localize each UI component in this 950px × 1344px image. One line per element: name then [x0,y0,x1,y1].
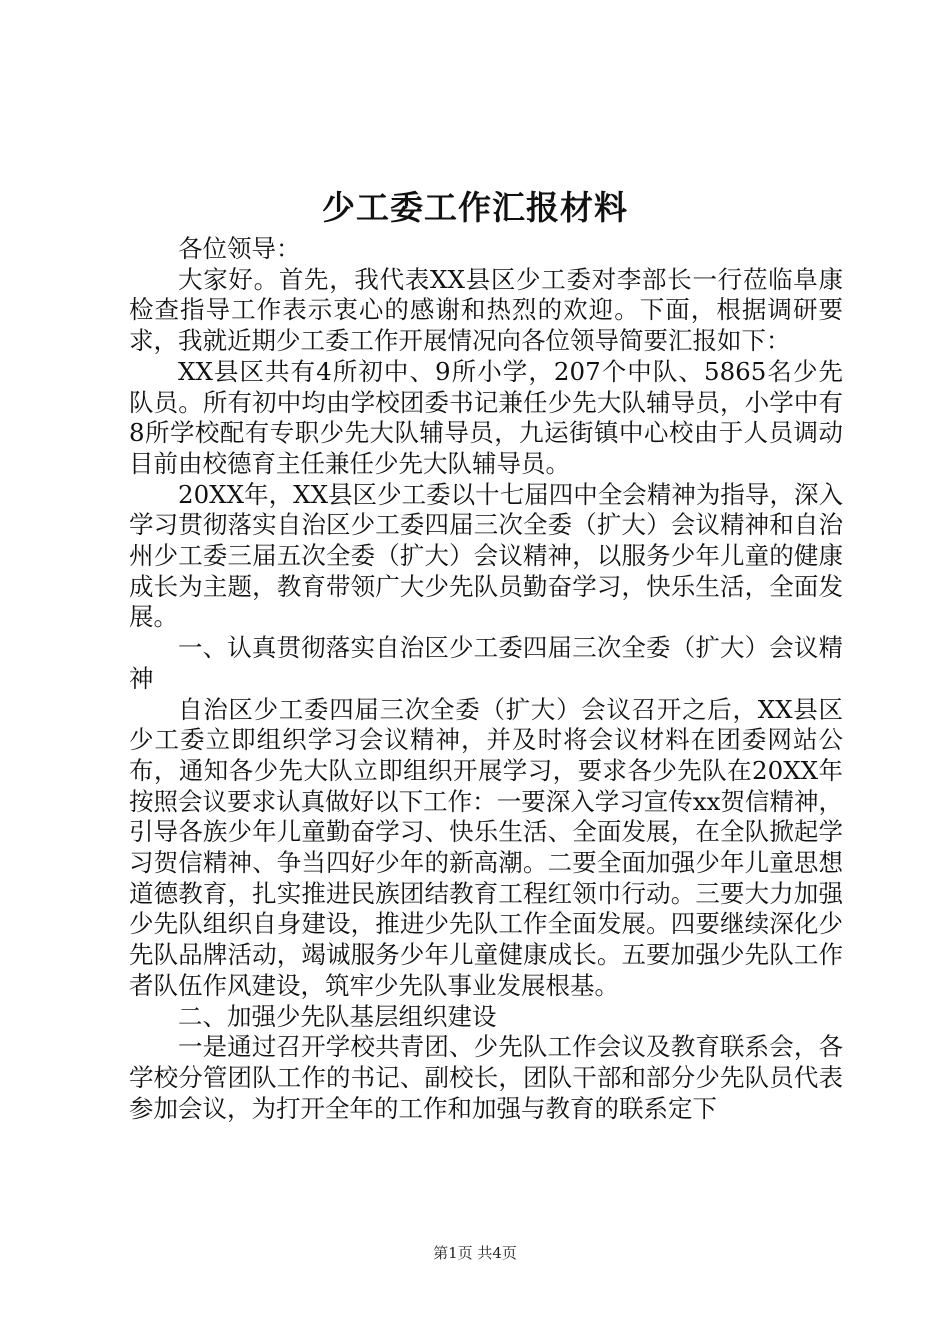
document-body [129,234,843,1124]
intro-paragraph: 大家好。首先，我代表XX县区少工委对李部长一行莅临阜康检查指导工作表示衷心的感谢和热烈的欢迎。下面，根据调研要求，我就近期少工委工作开展情况向各位领导简要汇报如下： [129,264,843,356]
document-title: 少工委工作汇报材料 [322,188,628,227]
section-1-paragraph: 自治区少工委四届三次全委（扩大）会议召开之后，XX县区少工委立即组织学习会议精神，并及时将会议材料在团委网站公布，通知各少先大队立即组织开展学习，要求各少先队在20XX年按照会议要求认真做好以下工作：一要深入学习宣传xx贺信精神，引导各族少年儿童勤奋学习、快乐生活、全面发展，在全队掀起学习贺信精神、争当四好少年的新高潮。二要全面加强少年儿童思想道德教育，扎实推进民族团结教育工程红领巾行动。三要大力加强少先队组织自身建设，推进少先队工作全面发展。四要继续深化少先队品牌活动，竭诚服务少年儿童健康成长。五要加强少先队工作者队伍作风建设，筑牢少先队事业发展根基。 [129,694,843,1000]
salutation-paragraph: 各位领导： [178,234,301,263]
section-heading-1: 一、认真贯彻落实自治区少工委四届三次全委（扩大）会议精神 [129,633,843,693]
section-2-paragraph: 一是通过召开学校共青团、少先队工作会议及教育联系会，各学校分管团队工作的书记、副校长，团队干部和部分少先队员代表参加会议，为打开全年的工作和加强与教育的联系定下 [129,1032,843,1123]
overview-paragraph: 20XX年，XX县区少工委以十七届四中全会精神为指导，深入学习贯彻落实自治区少工委四届三次全委（扩大）会议精神和自治州少工委三届五次全委（扩大）会议精神，以服务少年儿童的健康成长为主题，教育带领广大少先队员勤奋学习，快乐生活，全面发展。 [129,479,843,632]
page-number-footer: 第1页 共4页 [433,1244,517,1262]
statistics-paragraph: XX县区共有4所初中、9所小学，207个中队、5865名少先队员。所有初中均由学校团委书记兼任少先大队辅导员，小学中有8所学校配有专职少先大队辅导员，九运街镇中心校由于人员调动目前由校德育主任兼任少先大队辅导员。 [129,356,843,478]
section-heading-2: 二、加强少先队基层组织建设 [178,1001,497,1031]
